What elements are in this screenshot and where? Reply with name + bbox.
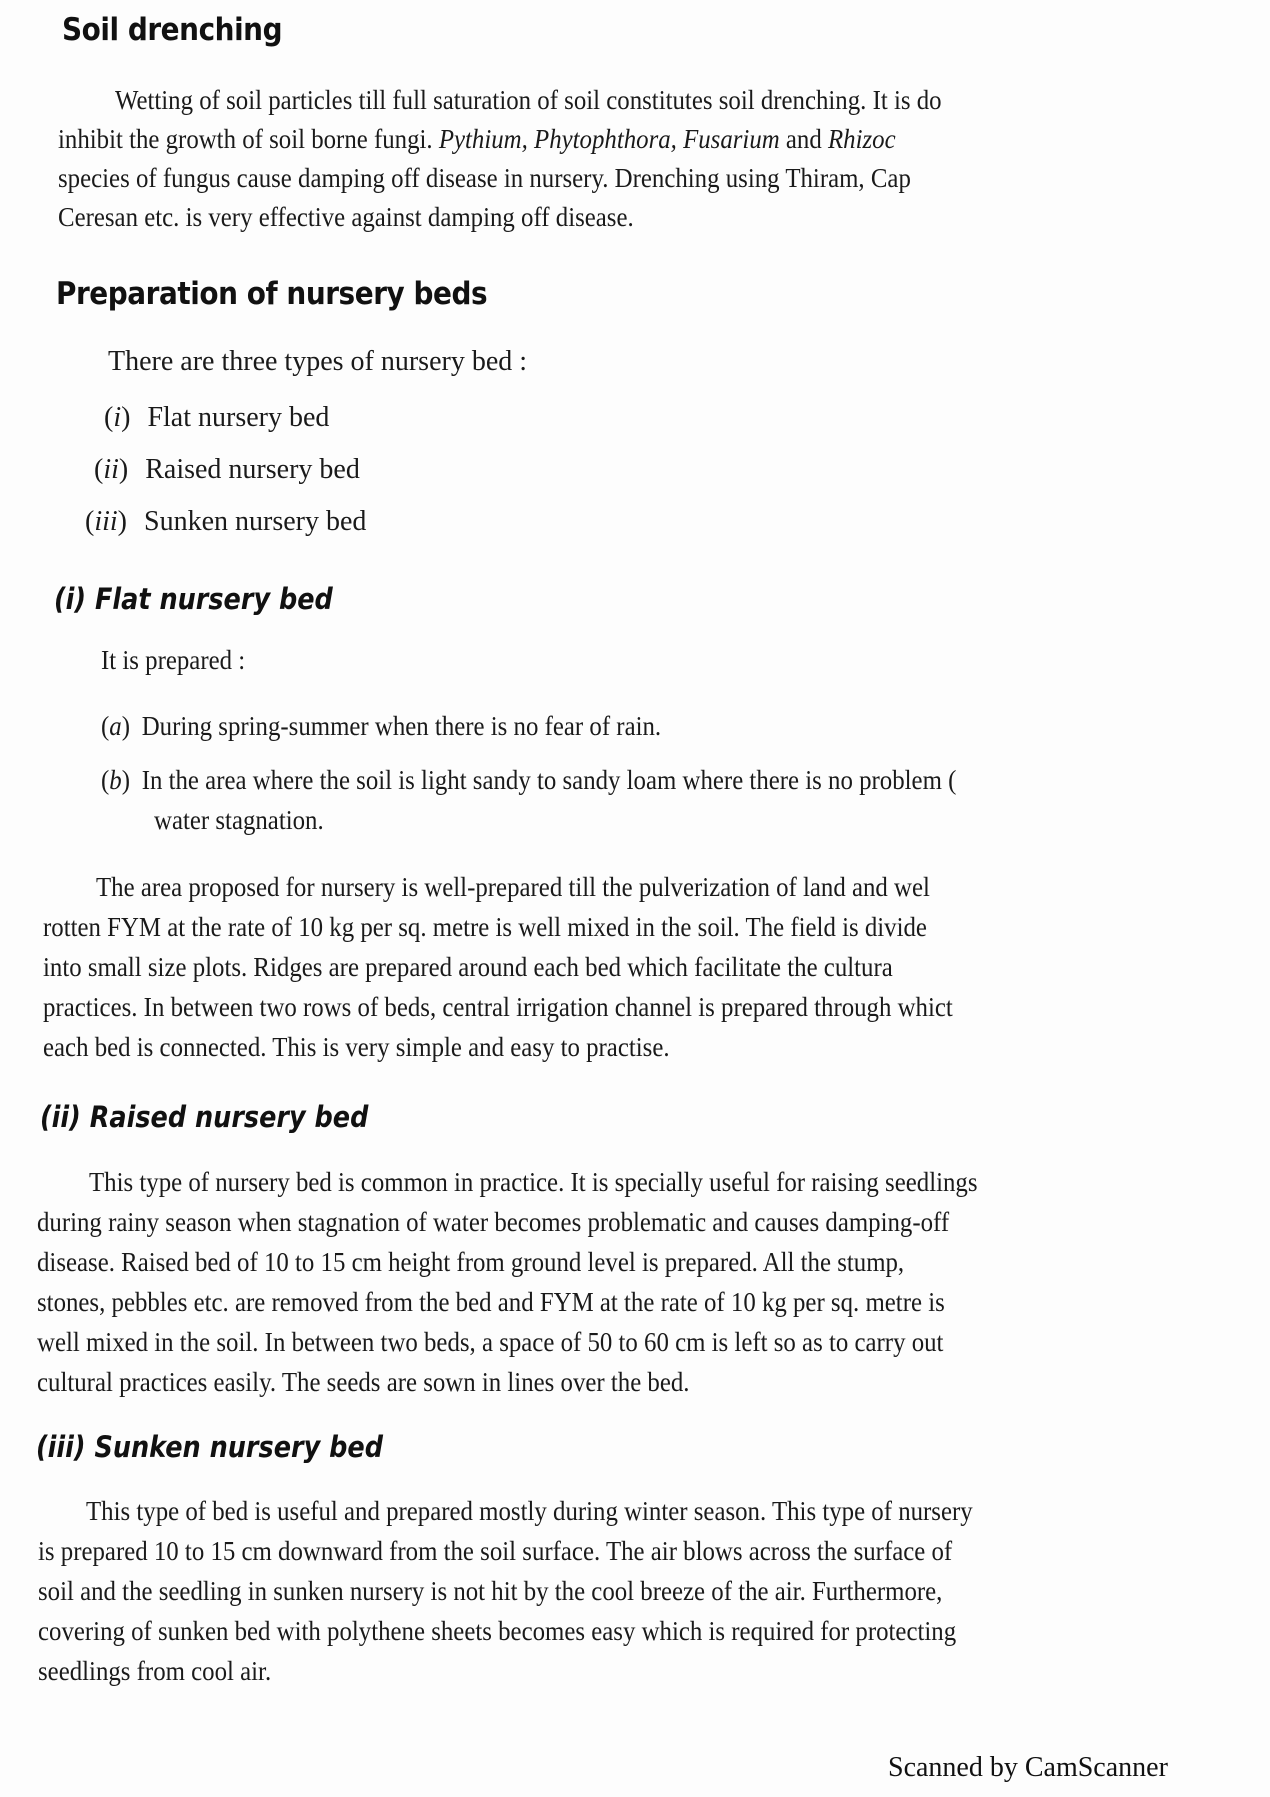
type-item-sunken [85, 506, 366, 538]
flat-paragraph-line: into small size plots. Ridges are prepared around each bed which facilitate the cultura [43, 952, 893, 982]
conjunction-and: and [785, 124, 822, 154]
species-pythium: Pythium, [438, 124, 528, 154]
sunken-paragraph-line: This type of bed is useful and prepared mostly during winter season. This type of nursery [86, 1496, 973, 1526]
flat-point-b-continuation: water stagnation. [154, 805, 324, 835]
type-number: (i) [104, 402, 131, 433]
raised-paragraph-line: during rainy season when stagnation of water becomes problematic and causes damping-off [37, 1207, 950, 1237]
sunken-paragraph-line: soil and the seedling in sunken nursery is not hit by the cool breeze of the air. Furthermore, [38, 1576, 943, 1606]
flat-paragraph-line: rotten FYM at the rate of 10 kg per sq. metre is well mixed in the soil. The field is divide [43, 912, 927, 942]
type-label: Flat nursery bed [147, 402, 330, 433]
raised-paragraph-line: stones, pebbles etc. are removed from the bed and FYM at the rate of 10 kg per sq. metre is [37, 1287, 945, 1317]
scanner-watermark: Scanned by CamScanner [888, 1752, 1168, 1783]
flat-point-b [101, 765, 956, 795]
type-item-raised [94, 454, 360, 486]
soil-drenching-line-1: Wetting of soil particles till full saturation of soil constitutes soil drenching. It is do [115, 85, 942, 115]
flat-paragraph-line: practices. In between two rows of beds, central irrigation channel is prepared through whict [43, 992, 953, 1022]
point-letter-value: a [109, 711, 122, 741]
point-text: During spring-summer when there is no fear of rain. [141, 711, 662, 741]
soil-drenching-line-4: Ceresan etc. is very effective against damping off disease. [58, 202, 634, 232]
sunken-paragraph-line: seedlings from cool air. [38, 1656, 272, 1686]
flat-paragraph-line: each bed is connected. This is very simple and easy to practise. [43, 1032, 670, 1062]
heading-raised-nursery-bed: (ii) Raised nursery bed [40, 1100, 369, 1134]
type-numeral: iii [94, 506, 118, 537]
species-rhizoctonia: Rhizoc [827, 124, 896, 154]
point-text: In the area where the soil is light sandy to sandy loam where there is no problem ( [141, 765, 957, 795]
type-number: (ii) [94, 454, 129, 485]
point-letter: (a) [101, 711, 130, 741]
species-fusarium: Fusarium [683, 124, 780, 154]
soil-drenching-line-2-text: inhibit the growth of soil borne fungi. [58, 124, 433, 154]
point-letter: (b) [101, 765, 130, 795]
species-phytophthora: Phytophthora, [534, 124, 677, 154]
type-label: Sunken nursery bed [144, 506, 367, 537]
heading-preparation: Preparation of nursery beds [56, 276, 488, 312]
heading-flat-nursery-bed: (i) Flat nursery bed [54, 582, 333, 616]
raised-paragraph-line: This type of nursery bed is common in practice. It is specially useful for raising seedlings [89, 1167, 978, 1197]
sunken-paragraph-line: is prepared 10 to 15 cm downward from the soil surface. The air blows across the surface of [38, 1536, 953, 1566]
raised-paragraph-line: disease. Raised bed of 10 to 15 cm height from ground level is prepared. All the stump, [37, 1247, 905, 1277]
flat-point-a [101, 711, 661, 741]
sunken-paragraph-line: covering of sunken bed with polythene sheets becomes easy which is required for protecting [38, 1616, 957, 1646]
heading-sunken-nursery-bed: (iii) Sunken nursery bed [36, 1430, 383, 1464]
type-number: (iii) [85, 506, 127, 537]
soil-drenching-line-2 [58, 124, 896, 154]
raised-paragraph-line: well mixed in the soil. In between two beds, a space of 50 to 60 cm is left so as to carry out [37, 1327, 944, 1357]
soil-drenching-line-3: species of fungus cause damping off disease in nursery. Drenching using Thiram, Cap [58, 163, 911, 193]
type-numeral: ii [103, 454, 119, 485]
heading-soil-drenching: Soil drenching [62, 12, 283, 48]
type-numeral: i [113, 402, 122, 433]
point-letter-value: b [109, 765, 122, 795]
type-label: Raised nursery bed [145, 454, 360, 485]
raised-paragraph-line: cultural practices easily. The seeds are sown in lines over the bed. [37, 1367, 690, 1397]
preparation-intro: There are three types of nursery bed : [108, 346, 528, 377]
type-item-flat [104, 402, 329, 434]
flat-paragraph-line: The area proposed for nursery is well-prepared till the pulverization of land and wel [96, 872, 930, 902]
flat-intro: It is prepared : [101, 645, 246, 675]
